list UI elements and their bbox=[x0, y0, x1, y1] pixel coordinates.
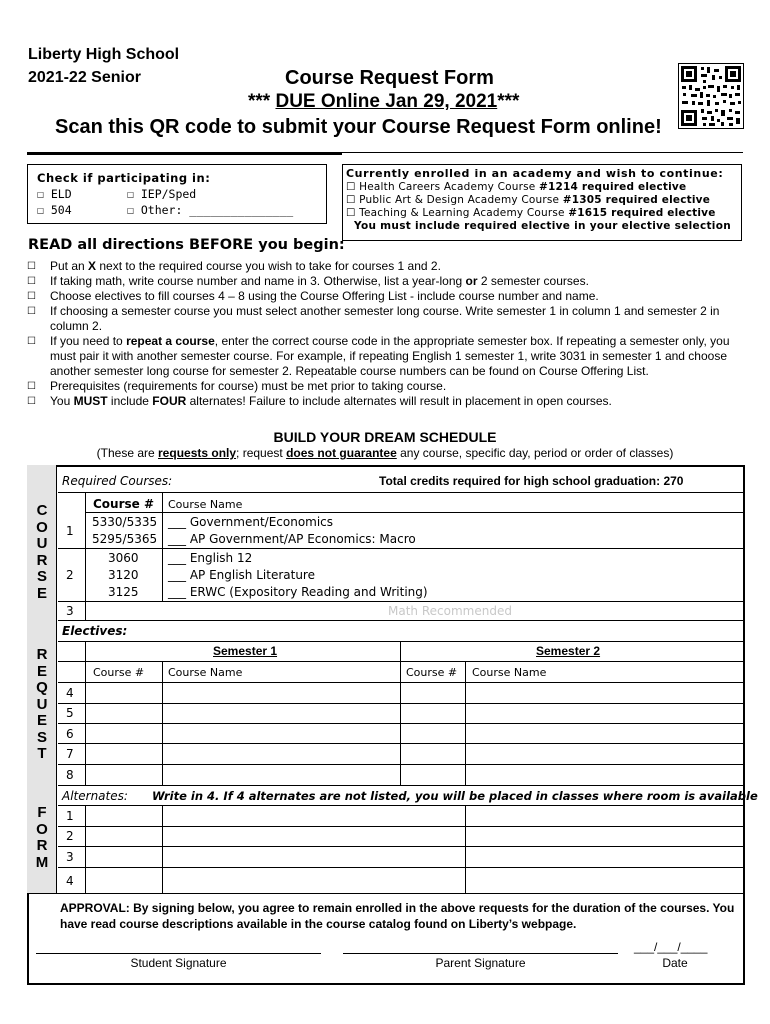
checkbox-teaching-learning[interactable]: ☐ Teaching & Learning Academy Course #1615 required elective bbox=[346, 207, 716, 219]
direction-item: ☐ Prerequisites (requirements for course) must be met prior to taking course. bbox=[27, 379, 447, 393]
elective-row-6[interactable]: 6 bbox=[66, 727, 74, 741]
student-signature-label: Student Signature bbox=[130, 956, 227, 970]
approval-statement: APPROVAL: By signing below, you agree to remain enrolled in the above requests for the duration of the courses. You have read course descriptions available in the course catalog found on Liberty’s webpage. bbox=[60, 901, 735, 931]
alternate-row-4[interactable]: 4 bbox=[66, 874, 74, 888]
form-title: Course Request Form bbox=[285, 67, 494, 89]
elective-row-5[interactable]: 5 bbox=[66, 706, 74, 720]
elective-row-8[interactable]: 8 bbox=[66, 768, 74, 782]
directions-heading: READ all directions BEFORE you begin: bbox=[28, 237, 345, 253]
sem1-course-name-header: Course Name bbox=[168, 666, 243, 679]
school-name: Liberty High School bbox=[28, 46, 180, 63]
academy-box bbox=[342, 164, 742, 241]
student-signature-line[interactable] bbox=[36, 953, 321, 954]
vertical-word-form: F O R M bbox=[35, 804, 49, 871]
checkbox-public-art-design[interactable]: ☐ Public Art & Design Academy Course #1305 required elective bbox=[346, 194, 711, 206]
parent-signature-line[interactable] bbox=[343, 953, 618, 954]
qr-code-icon[interactable] bbox=[678, 63, 744, 129]
alternate-row-2[interactable]: 2 bbox=[66, 829, 74, 843]
scan-instruction: Scan this QR code to submit your Course Request Form online! bbox=[55, 116, 662, 138]
alternate-row-3[interactable]: 3 bbox=[66, 850, 74, 864]
header-divider-thin bbox=[342, 152, 743, 153]
checkbox-icon: ☐ bbox=[27, 396, 36, 407]
direction-item: ☐ If choosing a semester course you must select another semester long course. Write semester 1 in column 1 and semester 2 in column 2. bbox=[27, 304, 720, 333]
participation-title: Check if participating in: bbox=[37, 171, 211, 185]
checkbox-icon: ☐ bbox=[27, 336, 36, 347]
academy-title: Currently enrolled in an academy and wish to continue: bbox=[346, 167, 724, 180]
date-label: Date bbox=[662, 956, 688, 970]
vertical-word-course: C O U R S E bbox=[36, 502, 48, 602]
course-number-header: Course # bbox=[93, 497, 155, 511]
course-option-government[interactable]: ___ Government/Economics bbox=[168, 515, 334, 529]
direction-item: ☐ You MUST include FOUR alternates! Failure to include alternates will result in placement in open courses. bbox=[27, 394, 612, 408]
course-name-header: Course Name bbox=[168, 498, 243, 511]
direction-item: ☐ Choose electives to fill courses 4 – 8 using the Course Offering List - include course number and name. bbox=[27, 289, 599, 303]
electives-label: Electives: bbox=[62, 624, 128, 638]
course-code: 3060 bbox=[108, 551, 139, 565]
sem2-course-name-header: Course Name bbox=[472, 666, 547, 679]
due-date: *** DUE Online Jan 29, 2021*** bbox=[248, 91, 520, 112]
vertical-label-column bbox=[27, 465, 57, 893]
school-year: 2021-22 Senior bbox=[28, 69, 141, 86]
checkbox-504[interactable]: ☐ 504 bbox=[37, 203, 72, 217]
total-credits-note: Total credits required for high school graduation: 270 bbox=[379, 474, 684, 488]
checkbox-icon: ☐ bbox=[27, 381, 36, 392]
direction-item: ☐ If taking math, write course number and name in 3. Otherwise, list a year-long or 2 semester courses. bbox=[27, 274, 589, 288]
academy-note: You must include required elective in your elective selection bbox=[354, 220, 731, 232]
checkbox-icon: ☐ bbox=[27, 276, 36, 287]
direction-item: ☐ Put an X next to the required course you wish to take for courses 1 and 2. bbox=[27, 259, 441, 273]
sem2-course-number-header: Course # bbox=[406, 666, 458, 679]
sem1-course-number-header: Course # bbox=[93, 666, 145, 679]
row-number: 3 bbox=[66, 604, 74, 618]
alternates-note: Write in 4. If 4 alternates are not listed, you will be placed in classes where room is available bbox=[152, 789, 758, 803]
directions-list bbox=[27, 259, 747, 409]
math-recommended-hint[interactable]: Math Recommended bbox=[388, 604, 512, 618]
semester-1-header: Semester 1 bbox=[213, 644, 278, 658]
course-option-ap-government[interactable]: ___ AP Government/AP Economics: Macro bbox=[168, 532, 416, 546]
build-schedule-subtitle: (These are requests only; request does not guarantee any course, specific day, period or order of classes) bbox=[96, 446, 674, 460]
course-code: 5295/5365 bbox=[92, 532, 158, 546]
checkbox-iep-sped[interactable]: ☐ IEP/Sped bbox=[127, 187, 197, 201]
checkbox-icon: ☐ bbox=[27, 261, 36, 272]
elective-row-7[interactable]: 7 bbox=[66, 747, 74, 761]
course-option-english-12[interactable]: ___ English 12 bbox=[168, 551, 253, 565]
build-schedule-title: BUILD YOUR DREAM SCHEDULE bbox=[273, 429, 497, 445]
parent-signature-label: Parent Signature bbox=[435, 956, 526, 970]
date-field[interactable]: ___/___/____ bbox=[634, 940, 708, 954]
row-number: 2 bbox=[66, 568, 74, 582]
course-option-erwc[interactable]: ___ ERWC (Expository Reading and Writing) bbox=[168, 585, 428, 599]
checkbox-icon: ☐ bbox=[27, 291, 36, 302]
course-code: 5330/5335 bbox=[92, 515, 158, 529]
elective-row-4[interactable]: 4 bbox=[66, 686, 74, 700]
header-divider-thick bbox=[27, 152, 342, 155]
checkbox-icon: ☐ bbox=[27, 306, 36, 317]
row-number: 1 bbox=[66, 524, 74, 538]
checkbox-eld[interactable]: ☐ ELD bbox=[37, 187, 72, 201]
alternates-label: Alternates: bbox=[62, 789, 128, 803]
vertical-word-request: R E Q U E S T bbox=[36, 646, 48, 762]
course-code: 3125 bbox=[108, 585, 139, 599]
checkbox-other[interactable]: ☐ Other: _______________ bbox=[127, 203, 294, 217]
course-option-ap-english-lit[interactable]: ___ AP English Literature bbox=[168, 568, 315, 582]
semester-2-header: Semester 2 bbox=[536, 644, 601, 658]
alternate-row-1[interactable]: 1 bbox=[66, 809, 74, 823]
participation-box bbox=[27, 164, 327, 224]
course-code: 3120 bbox=[108, 568, 139, 582]
checkbox-health-careers[interactable]: ☐ Health Careers Academy Course #1214 required elective bbox=[346, 181, 687, 193]
qr-code-graphic bbox=[679, 64, 743, 128]
required-courses-label: Required Courses: bbox=[62, 474, 173, 488]
direction-item: ☐ If you need to repeat a course, enter the correct course code in the appropriate semester box. If repeating a semester only, you must pair it with another semester course. For example, if repeating English 1 semester 1, write 3031 in semester 1 and choose another semester long course for semester 2. Repeatable course numbers can be found on Course Offering List. bbox=[27, 334, 730, 378]
